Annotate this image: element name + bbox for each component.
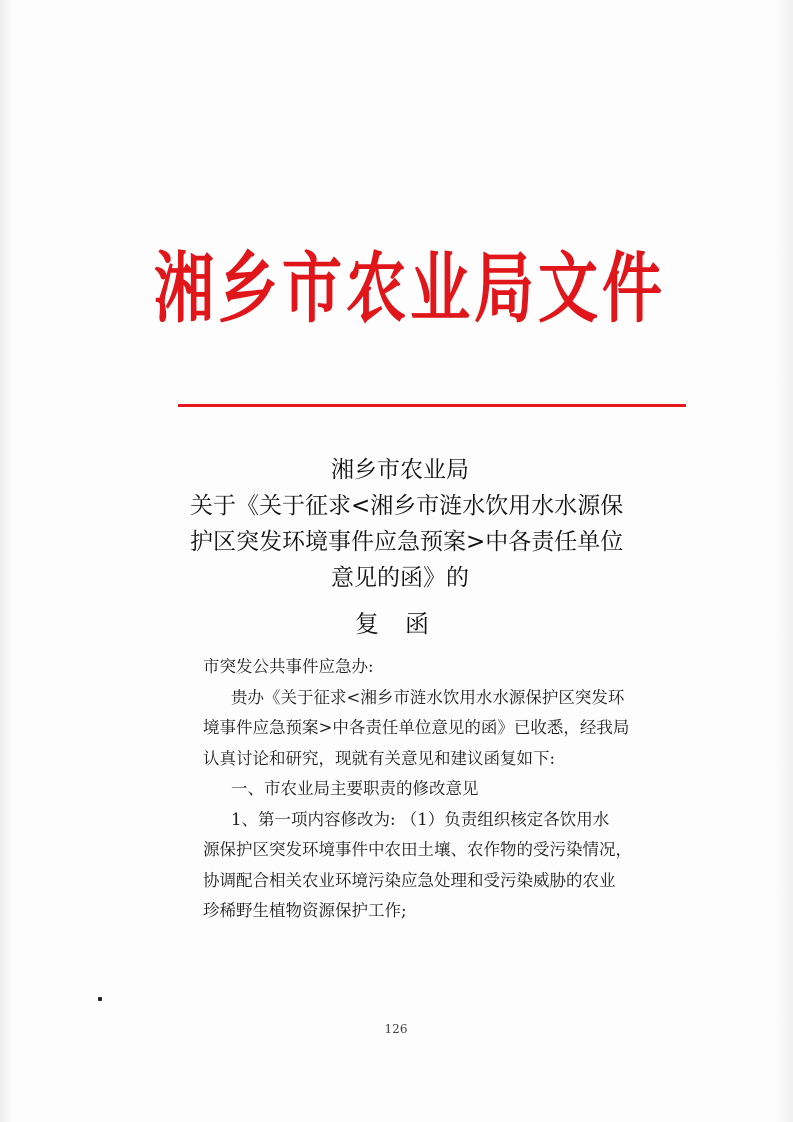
scan-edge-shadow-right xyxy=(775,0,793,1122)
section-heading-1: 一、市农业局主要职责的修改意见 xyxy=(231,779,479,798)
scan-artifact-mark xyxy=(98,997,102,1001)
addressee: 市突发公共事件应急办: xyxy=(203,657,374,676)
issuer-line: 湘乡市农业局 xyxy=(331,457,469,483)
body-line-6: 协调配合相关农业环境污染应急处理和受污染威胁的农业 xyxy=(203,870,616,890)
body-line-5: 源保护区突发环境事件中农田土壤、农作物的受污染情况， xyxy=(203,840,632,859)
body-line-1: 贵办《关于征求<湘乡市涟水饮用水水源保护区突发环 xyxy=(231,687,625,707)
subject-line-3: 意见的函》的 xyxy=(331,565,469,591)
header-red-rule xyxy=(178,404,686,407)
document-body xyxy=(203,652,673,927)
subject-line-1: 关于《关于征求<湘乡市涟水饮用水水源保 xyxy=(190,493,624,519)
document-type-heading: 复函 xyxy=(355,610,455,638)
scan-edge-shadow-left xyxy=(0,0,14,1122)
document-header-title: 湘乡市农业局文件 xyxy=(154,244,666,335)
page-number: 126 xyxy=(384,1022,408,1036)
body-line-7: 珍稀野生植物资源保护工作; xyxy=(203,901,407,920)
body-line-3: 认真讨论和研究，现就有关意见和建议函复如下: xyxy=(203,748,556,768)
body-line-4: 1、第一项内容修改为: （1）负责组织核定各饮用水 xyxy=(231,809,610,829)
document-title-block xyxy=(190,452,624,596)
subject-line-2: 护区突发环境事件应急预案>中各责任单位 xyxy=(190,529,624,555)
body-line-2: 境事件应急预案>中各责任单位意见的函》已收悉，经我局 xyxy=(203,718,630,737)
